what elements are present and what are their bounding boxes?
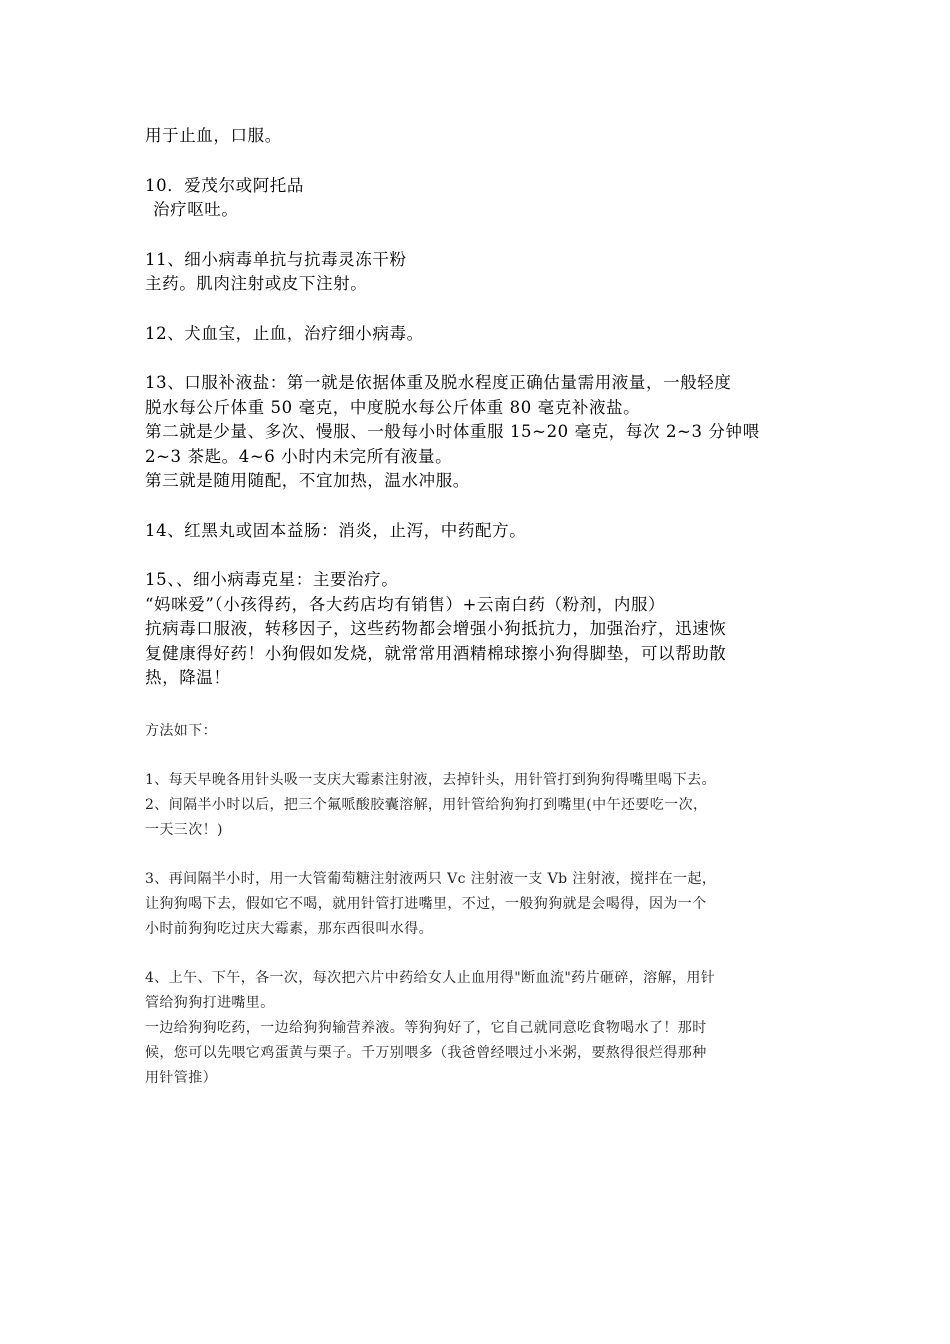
item-15-title: 15、、细小病毒克星：主要治疗。 bbox=[145, 570, 399, 589]
item-13-line-5: 第三就是随用随配，不宜加热，温水冲服。 bbox=[145, 471, 470, 490]
item-10-desc: 治疗呕吐。 bbox=[153, 200, 239, 219]
item-14: 14、红黑丸或固本益肠：消炎，止泻，中药配方。 bbox=[145, 520, 527, 540]
step-3-line-1: 3、再间隔半小时，用一大管葡萄糖注射液两只 Vc 注射液一支 Vb 注射液，搅拌在一起， bbox=[145, 870, 717, 887]
item-15-line-5: 热，降温！ bbox=[145, 668, 231, 687]
step-3-line-2: 让狗狗喝下去，假如它不喝，就用针管打进嘴里，不过，一般狗狗就是会喝得，因为一个 bbox=[145, 895, 707, 912]
step-3-line-3: 小时前狗狗吃过庆大霉素，那东西很叫水得。 bbox=[145, 920, 433, 937]
item-11-desc: 主药。肌肉注射或皮下注射。 bbox=[145, 274, 368, 293]
method-title: 方法如下： bbox=[145, 722, 217, 739]
step-2-line-2: 一天三次！) bbox=[145, 821, 223, 838]
item-10-title: 10．爱茂尔或阿托品 bbox=[145, 175, 304, 195]
item-15-line-4: 复健康得好药！小狗假如发烧，就常常用酒精棉球擦小狗得脚垫，可以帮助散 bbox=[145, 643, 727, 663]
item-13-line-3: 第二就是少量、多次、慢服、一般每小时体重服 15~20 毫克，每次 2~3 分钟喂 bbox=[145, 422, 760, 441]
step-4-line-3: 一边给狗狗吃药，一边给狗狗输营养液。等狗狗好了，它自己就同意吃食物喝水了！那时 bbox=[145, 1019, 707, 1036]
step-2-line-1: 2、间隔半小时以后，把三个氟哌酸胶囊溶解，用针管给狗狗打到嘴里(中午还要吃一次， bbox=[145, 796, 708, 813]
document-body bbox=[145, 124, 815, 1091]
item-11-title: 11、细小病毒单抗与抗毒灵冻干粉 bbox=[145, 249, 407, 269]
paragraph-stop-bleeding: 用于止血，口服。 bbox=[145, 126, 282, 145]
item-13-line-2: 脱水每公斤体重 50 毫克，中度脱水每公斤体重 80 毫克补液盐。 bbox=[145, 397, 641, 417]
item-13-line-4: 2~3 茶匙。4~6 小时内未完所有液量。 bbox=[145, 446, 453, 466]
step-4-line-4: 候，您可以先喂它鸡蛋黄与栗子。千万别喂多（我爸曾经喂过小米粥，要熬得很烂得那种 bbox=[145, 1044, 707, 1061]
item-13-line-1: 13、口服补液盐：第一就是依据体重及脱水程度正确估量需用液量，一般轻度 bbox=[145, 373, 732, 392]
item-15-line-3: 抗病毒口服液，转移因子，这些药物都会增强小狗抵抗力，加强治疗，迅速恢 bbox=[145, 619, 727, 638]
step-4-line-5: 用针管推） bbox=[145, 1069, 217, 1086]
step-4-line-2: 管给狗狗打进嘴里。 bbox=[145, 994, 275, 1011]
item-12: 12、犬血宝，止血，治疗细小病毒。 bbox=[145, 323, 424, 343]
step-1: 1、每天早晚各用针头吸一支庆大霉素注射液，去掉针头，用针管打到狗狗得嘴里喝下去。 bbox=[145, 771, 716, 788]
item-15-line-2: “妈咪爱”（小孩得药，各大药店均有销售）+云南白药（粉剂，内服） bbox=[145, 594, 666, 614]
step-4-line-1: 4、上午、下午，各一次，每次把六片中药给女人止血用得"断血流"药片砸碎，溶解，用针 bbox=[145, 969, 716, 986]
